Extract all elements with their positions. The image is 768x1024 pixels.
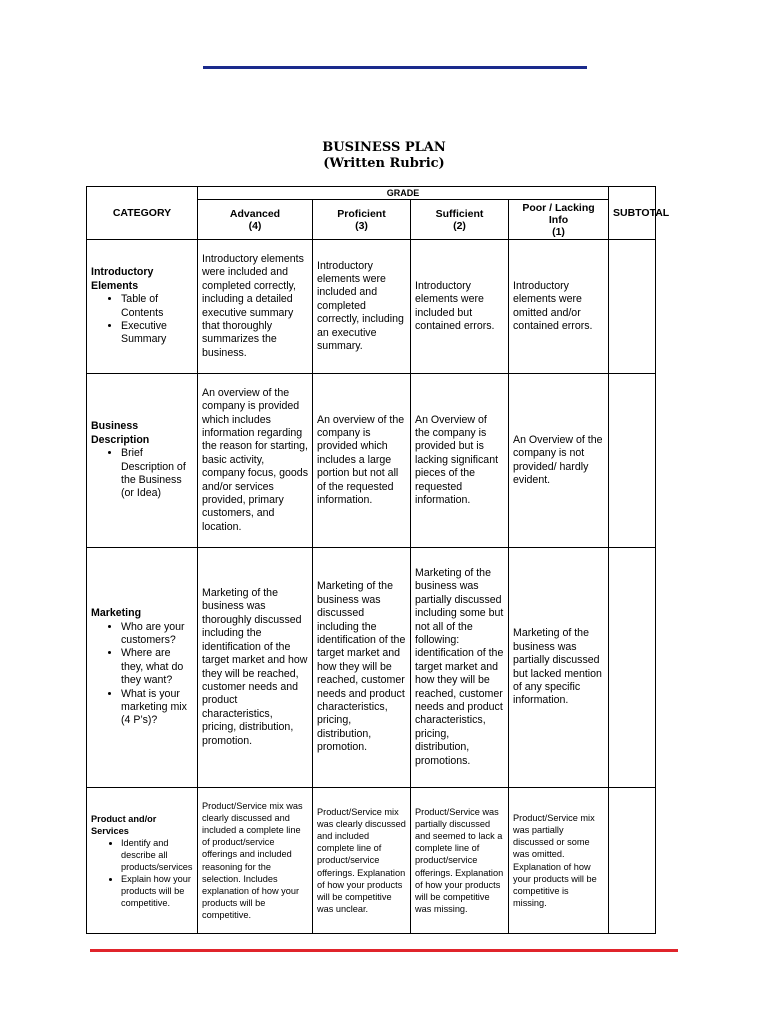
- level-header-advanced: Advanced (4): [198, 200, 313, 240]
- subtotal-cell[interactable]: [609, 788, 656, 934]
- rubric-cell-proficient: Product/Service mix was clearly discussed and included complete line of product/service offerings. Explanation of how your products will be competitive was unclear.: [313, 788, 411, 934]
- category-cell: [87, 548, 198, 788]
- category-title: Business Description: [91, 420, 150, 446]
- subtotal-cell[interactable]: [609, 548, 656, 788]
- rubric-cell-proficient: An overview of the company is provided which includes a large portion but not all of the requested information.: [313, 374, 411, 548]
- rubric-cell-sufficient: An Overview of the company is provided but is lacking significant pieces of the requested information.: [411, 374, 509, 548]
- category-bullet: • Identify and describe all products/services: [121, 837, 193, 873]
- rubric-cell-advanced: Marketing of the business was thoroughly discussed including the identification of the target market and how they will be reached, customer needs and product characteristics, pricing, distribution, promotion.: [198, 548, 313, 788]
- rubric-cell-poor: An Overview of the company is not provided/ hardly evident.: [509, 374, 609, 548]
- rubric-cell-poor: Marketing of the business was partially discussed but lacked mention of any specific information.: [509, 548, 609, 788]
- category-header: CATEGORY: [87, 187, 198, 240]
- category-bullet: • Brief Description of the Business (or Idea): [121, 447, 193, 501]
- subtotal-cell[interactable]: [609, 374, 656, 548]
- level-header-sufficient: Sufficient (2): [411, 200, 509, 240]
- rubric-cell-advanced: Product/Service mix was clearly discussed and included a complete line of product/service offerings and included reasoning for the selection. Includes explanation of how your products will be competitive.: [198, 788, 313, 934]
- category-cell: [87, 374, 198, 548]
- rubric-cell-advanced: An overview of the company is provided which includes information regarding the reason for starting, basic activity, company focus, goods and/or services provided, primary customers, and location.: [198, 374, 313, 548]
- rubric-cell-proficient: Introductory elements were included and completed correctly, including an executive summary.: [313, 240, 411, 374]
- category-bullet: • What is your marketing mix (4 P’s)?: [121, 688, 193, 728]
- rubric-cell-sufficient: Introductory elements were included but contained errors.: [411, 240, 509, 374]
- category-title: Product and/or Services: [91, 813, 157, 836]
- category-cell: [87, 788, 198, 934]
- rubric-cell-sufficient: Marketing of the business was partially discussed including some but not all of the following: identification of the target market and how they will be reached, customer needs and product characteristics, pricing, distribution, promotions.: [411, 548, 509, 788]
- rubric-table: [86, 186, 670, 934]
- rubric-cell-sufficient: Product/Service was partially discussed and seemed to lack a complete line of product/service offerings. Explanation of how your products will be competitive was missing.: [411, 788, 509, 934]
- subtotal-cell[interactable]: [609, 240, 656, 374]
- category-title: Marketing: [91, 607, 142, 620]
- category-bullet: • Table of Contents: [121, 293, 193, 320]
- level-header-poor: Poor / Lacking Info (1): [509, 200, 609, 240]
- category-title: Introductory Elements: [91, 266, 154, 292]
- table-row: [87, 374, 656, 548]
- category-cell: [87, 240, 198, 374]
- rubric-cell-poor: Introductory elements were omitted and/or contained errors.: [509, 240, 609, 374]
- table-row: [87, 548, 656, 788]
- page-subtitle: (Written Rubric): [323, 156, 445, 171]
- header-rule: [203, 66, 587, 69]
- page-title: BUSINESS PLAN: [322, 140, 446, 155]
- category-bullet: • Executive Summary: [121, 320, 193, 347]
- rubric-cell-poor: Product/Service mix was partially discussed or some was omitted. Explanation of how your products will be competitive is missing.: [509, 788, 609, 934]
- category-bullet: • Explain how your products will be competitive.: [121, 873, 193, 909]
- category-bullet: • Who are your customers?: [121, 621, 193, 648]
- rubric-cell-advanced: Introductory elements were included and completed correctly, including a detailed executive summary that thoroughly summarizes the business.: [198, 240, 313, 374]
- footer-rule: [90, 949, 678, 952]
- level-header-proficient: Proficient (3): [313, 200, 411, 240]
- subtotal-header: SUBTOTAL: [609, 187, 656, 240]
- rubric-cell-proficient: Marketing of the business was discussed including the identification of the target market and how they will be reached, customer needs and product characteristics, pricing, distribution, promotion.: [313, 548, 411, 788]
- table-row: [87, 240, 656, 374]
- grade-header: GRADE: [198, 187, 609, 200]
- table-row: [87, 788, 656, 934]
- category-bullet: • Where are they, what do they want?: [121, 647, 193, 687]
